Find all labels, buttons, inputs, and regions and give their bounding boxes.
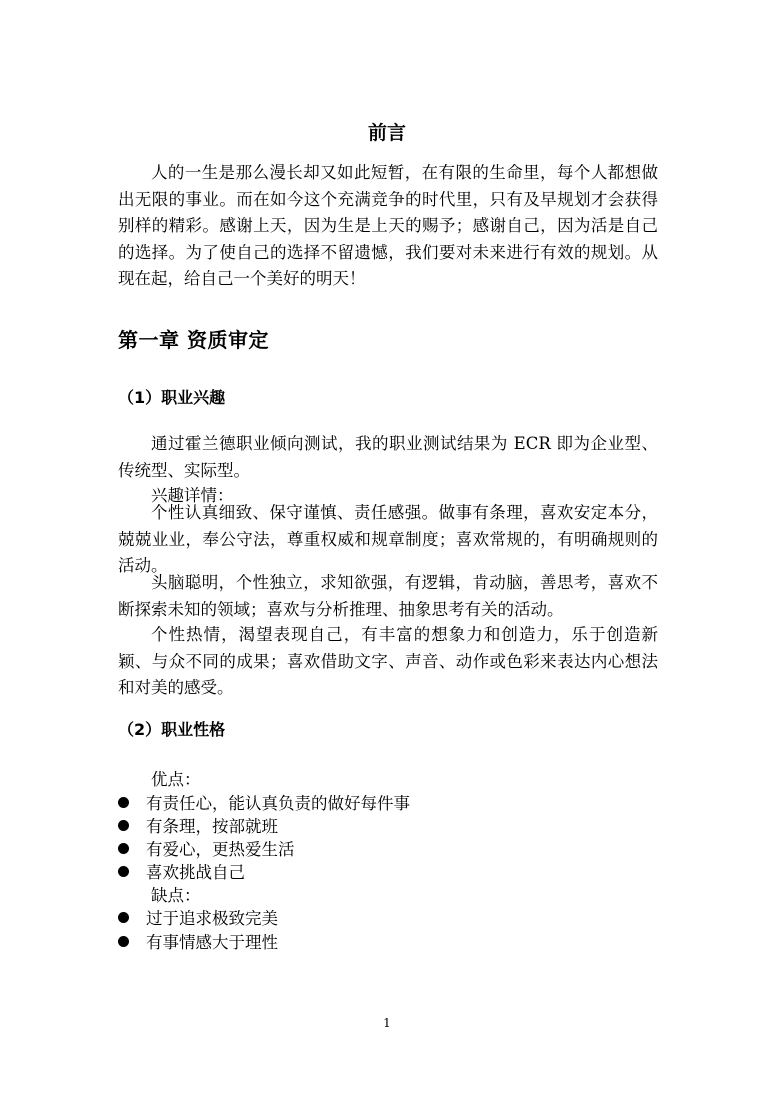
list-item-text: 过于追求极致完美: [146, 909, 278, 928]
list-item-text: 喜欢挑战自己: [146, 863, 245, 882]
chapter-heading: 第一章 资质审定: [118, 328, 269, 352]
bullet-icon: [118, 843, 129, 854]
list-item: [118, 929, 278, 953]
bullet-icon: [118, 866, 129, 877]
list-item: [118, 836, 295, 860]
interest-paragraph-1: 个性认真细致、保守谨慎、责任感强。做事有条理，喜欢安定本分，兢兢业业，奉公守法，尊重权威和规章制度；喜欢常规的，有明确规则的活动。: [118, 503, 658, 576]
interest-paragraph-3: 个性热情，渴望表现自己，有丰富的想象力和创造力，乐于创造新颖、与众不同的成果；喜欢借助文字、声音、动作或色彩来表达内心想法和对美的感受。: [118, 625, 658, 698]
list-item: [118, 905, 278, 929]
list-item-text: 有责任心，能认真负责的做好每件事: [146, 794, 410, 813]
page-title: 前言: [367, 122, 406, 144]
pros-label: 优点：: [151, 770, 201, 789]
list-item: [118, 790, 410, 814]
list-item: [118, 859, 245, 883]
interest-paragraph-2: 头脑聪明，个性独立，求知欲强，有逻辑，肯动脑，善思考，喜欢不断探索未知的领域；喜欢与分析推理、抽象思考有关的活动。: [118, 573, 658, 619]
preface-paragraph: 人的一生是那么漫长却又如此短暂，在有限的生命里，每个人都想做出无限的事业。而在如今这个充满竞争的时代里，只有及早规划才会获得别样的精彩。感谢上天，因为生是上天的赐予；感谢自己，因为活是自己的选择。为了使自己的选择不留遗憾，我们要对未来进行有效的规划。从现在起，给自己一个美好的明天！: [118, 163, 658, 289]
interest-detail-label: 兴趣详情：: [151, 486, 234, 505]
cons-label: 缺点：: [151, 886, 201, 905]
list-item-text: 有爱心，更热爱生活: [146, 840, 295, 859]
bullet-icon: [118, 797, 129, 808]
bullet-icon: [118, 820, 129, 831]
section-heading-interest: （1）职业兴趣: [118, 388, 226, 407]
section-heading-personality: （2）职业性格: [118, 720, 226, 739]
list-item-text: 有事情感大于理性: [146, 933, 278, 952]
page-number: 1: [383, 1016, 391, 1030]
bullet-icon: [118, 912, 129, 923]
interest-intro: 通过霍兰德职业倾向测试，我的职业测试结果为 ECR 即为企业型、 传统型、实际型。: [118, 434, 658, 480]
bullet-icon: [118, 936, 129, 947]
list-item: [118, 813, 278, 837]
list-item-text: 有条理，按部就班: [146, 817, 278, 836]
